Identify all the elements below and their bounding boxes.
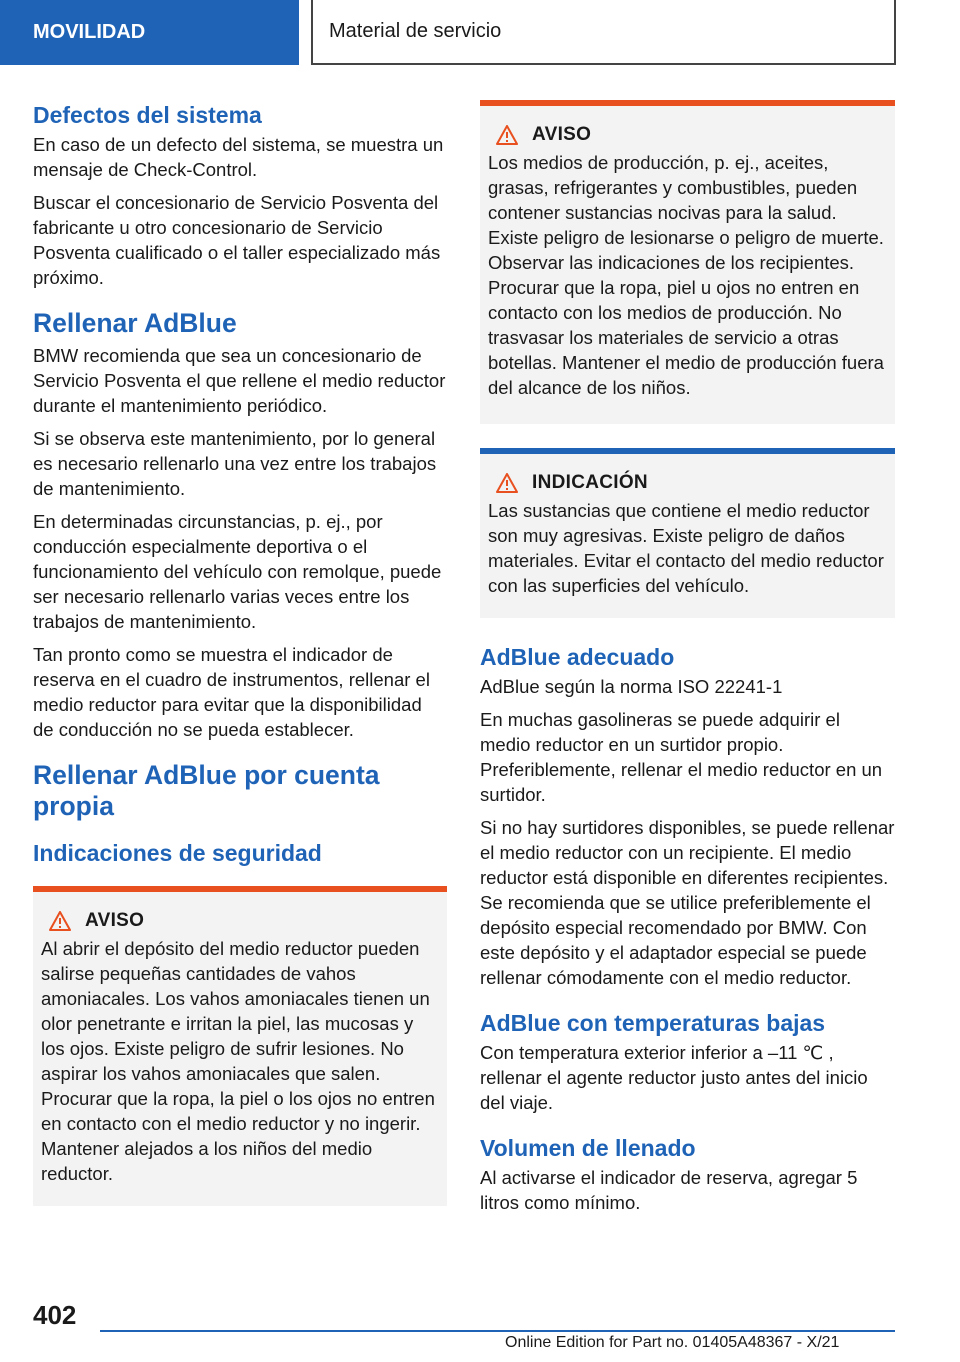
section-tab — [0, 0, 299, 65]
warning-title: AVISO — [85, 910, 145, 931]
heading-volumen: Volumen de llenado — [480, 1135, 696, 1161]
note-box — [480, 448, 895, 618]
heading-defectos: Defectos del sistema — [33, 102, 262, 128]
chapter-header — [311, 0, 896, 65]
note-text: Las sustancias que contiene el medio reductor son muy agresivas. Existe peligro de daños materiales. Evitar el contacto del medio reductor con las superficies del vehículo. — [488, 500, 884, 596]
chapter-title: Material de servicio — [329, 20, 502, 42]
paragraph: Si se observa este mantenimiento, por lo general es necesario rellenarlo una vez entre los trabajos de mantenimiento. — [33, 428, 437, 499]
heading-seguridad: Indicaciones de seguridad — [33, 840, 322, 866]
warning-title: AVISO — [532, 124, 592, 145]
note-title: INDICACIÓN — [532, 472, 648, 493]
heading-propia: Rellenar AdBlue por cuenta propia — [33, 760, 380, 821]
paragraph: En muchas gasolineras se puede adquirir el medio reductor en un surtidor propio. Preferiblemente, rellenar el medio reductor en un surtidor. — [480, 709, 883, 805]
paragraph: Al activarse el indicador de reserva, agregar 5 litros como mínimo. — [480, 1167, 858, 1213]
paragraph: Tan pronto como se muestra el indicador de reserva en el cuadro de instrumentos, rellenar el medio reductor para evitar que la disponibilidad de conducción no se pueda establecer. — [33, 644, 430, 740]
note-header — [488, 472, 887, 494]
page-number: 402 — [33, 1300, 77, 1330]
warning-triangle-icon — [496, 473, 518, 493]
warning-triangle-icon — [496, 125, 518, 145]
heading-rellenar: Rellenar AdBlue — [33, 308, 237, 338]
warning-text: Los medios de producción, p. ej., aceites, grasas, refrigerantes y combustibles, pueden contener sustancias nocivas para la salud. Existe peligro de lesionarse o peligro de muerte. Observar las indicaciones de los recipientes. Procurar que la ropa, piel u ojos no entren en contacto con los medios de producción. No trasvasar los materiales de servicio a otras botellas. Mantener el medio de producción fuera del alcance de los niños. — [488, 152, 884, 398]
paragraph: Si no hay surtidores disponibles, se puede rellenar el medio reductor con un recipiente. El medio reductor está disponible en diferentes recipientes. Se recomienda que se utilice preferiblemente el depósito especial recomendado por BMW. Con este depósito y el adaptador especial se puede rellenar cómodamente con el medio reductor. — [480, 817, 895, 988]
paragraph: BMW recomienda que sea un concesionario de Servicio Posventa el que rellene el medio reductor durante el mantenimiento periódico. — [33, 345, 446, 416]
left-column — [33, 100, 447, 1206]
heading-temperaturas: AdBlue con temperaturas bajas — [480, 1010, 826, 1036]
right-column — [480, 100, 895, 1223]
footer-edition: Online Edition for Part no. 01405A48367 - X/21 — [505, 1334, 840, 1351]
warning-box — [33, 886, 447, 1206]
paragraph: En determinadas circunstancias, p. ej., por conducción especialmente deportiva o el funcionamiento del vehículo con remolque, puede ser necesario rellenarlo varias veces entre los trabajos de mantenimiento. — [33, 511, 442, 632]
paragraph: En caso de un defecto del sistema, se muestra un mensaje de Check-Control. — [33, 134, 444, 180]
footer-divider — [100, 1330, 895, 1332]
heading-adecuado: AdBlue adecuado — [480, 644, 675, 670]
paragraph: AdBlue según la norma ISO 22241-1 — [480, 676, 783, 697]
warning-header — [488, 124, 887, 146]
warning-text: Al abrir el depósito del medio reductor pueden salirse pequeñas cantidades de vahos amoniacales. Los vahos amoniacales tienen un olor penetrante e irritan la piel, las mucosas y los ojos. Existe peligro de sufrir lesiones. No aspirar los vahos amoniacales que salen. Procurar que la ropa, la piel o los ojos no entren en contacto con el medio reductor y no ingerir. Mantener alejados a los niños del medio reductor. — [41, 938, 435, 1184]
warning-header — [41, 910, 439, 932]
paragraph: Con temperatura exterior inferior a ‒11 ℃ , rellenar el agente reductor justo antes del inicio del viaje. — [480, 1042, 868, 1113]
warning-triangle-icon — [49, 911, 71, 931]
paragraph: Buscar el concesionario de Servicio Posventa del fabricante u otro concesionario de Servicio Posventa cualificado o el taller especializado más próximo. — [33, 192, 441, 288]
section-label: MOVILIDAD — [33, 21, 146, 43]
warning-box — [480, 100, 895, 424]
